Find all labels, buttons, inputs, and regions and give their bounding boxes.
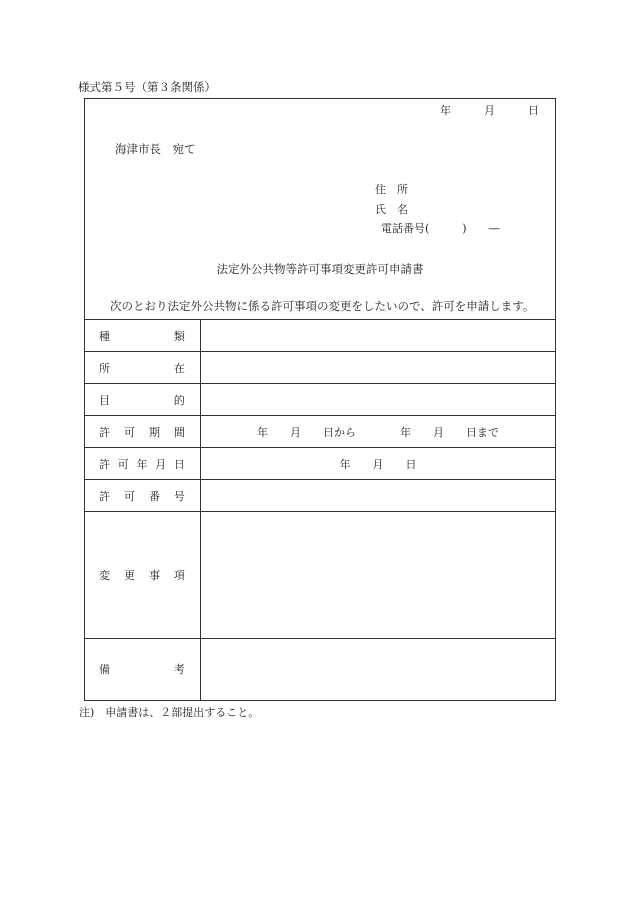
applicant-name-label: 氏 名 [375, 203, 408, 216]
value-purpose[interactable] [200, 384, 555, 416]
label-char: 許 [99, 425, 110, 439]
value-location[interactable] [200, 352, 555, 384]
label-permit-number [85, 480, 200, 512]
label-changes [85, 512, 200, 639]
label-char: 可 [123, 489, 135, 503]
label-char: 期 [148, 425, 160, 439]
label-char: 許 [99, 457, 110, 471]
label-char: 変 [99, 569, 110, 582]
value-permit-date[interactable]: 年 月 日 [200, 448, 555, 480]
value-permit-number[interactable] [200, 480, 555, 512]
application-form-frame [84, 98, 556, 701]
label-purpose [85, 384, 200, 416]
label-char: 可 [123, 425, 135, 439]
value-permit-period[interactable]: 年 月 日から 年 月 日まで [200, 416, 555, 448]
label-location [85, 352, 200, 384]
label-char: 月 [155, 457, 167, 471]
row-type [85, 320, 555, 352]
form-table [85, 319, 555, 700]
value-type[interactable] [200, 320, 555, 352]
label-permit-period [85, 416, 200, 448]
applicant-tel-label: 電話番号( ) ― [381, 222, 500, 235]
label-remarks [85, 639, 200, 700]
row-permit-period [85, 416, 555, 448]
row-purpose [85, 384, 555, 416]
label-char: 類 [173, 329, 185, 343]
label-char: 的 [173, 393, 185, 407]
row-permit-number [85, 480, 555, 512]
date-line [440, 105, 539, 116]
row-location [85, 352, 555, 384]
label-char: 許 [99, 489, 110, 503]
label-char: 日 [173, 457, 185, 471]
label-char: 間 [173, 425, 185, 439]
date-day: 日 [528, 104, 539, 117]
row-remarks [85, 639, 555, 700]
label-char: 項 [173, 569, 185, 582]
addressee: 海津市長 宛て [115, 142, 196, 156]
applicant-address-label: 住 所 [375, 183, 408, 196]
date-month: 月 [484, 104, 495, 117]
label-char: 目 [99, 393, 110, 407]
label-char: 種 [99, 329, 110, 343]
label-char: 番 [148, 489, 160, 503]
footnote: 注) 申請書は、２部提出すること。 [79, 706, 260, 719]
form-title: 法定外公共物等許可事項変更許可申請書 [216, 262, 424, 276]
label-type [85, 320, 200, 352]
value-remarks[interactable] [200, 639, 555, 700]
row-changes [85, 512, 555, 639]
label-char: 備 [99, 663, 110, 677]
form-identifier: 様式第５号（第３条関係） [78, 80, 216, 94]
label-char: 更 [123, 569, 135, 582]
label-char: 在 [173, 361, 185, 375]
label-char: 可 [117, 457, 129, 471]
label-char: 所 [99, 361, 110, 375]
date-year: 年 [440, 104, 451, 117]
value-changes[interactable] [200, 512, 555, 639]
row-permit-date [85, 448, 555, 480]
label-char: 号 [173, 489, 185, 503]
label-permit-date [85, 448, 200, 480]
label-char: 考 [173, 663, 185, 677]
intro-text: 次のとおり法定外公共物に係る許可事項の変更をしたいので、許可を申請します。 [110, 299, 535, 313]
label-char: 年 [136, 457, 148, 471]
label-char: 事 [148, 569, 160, 582]
